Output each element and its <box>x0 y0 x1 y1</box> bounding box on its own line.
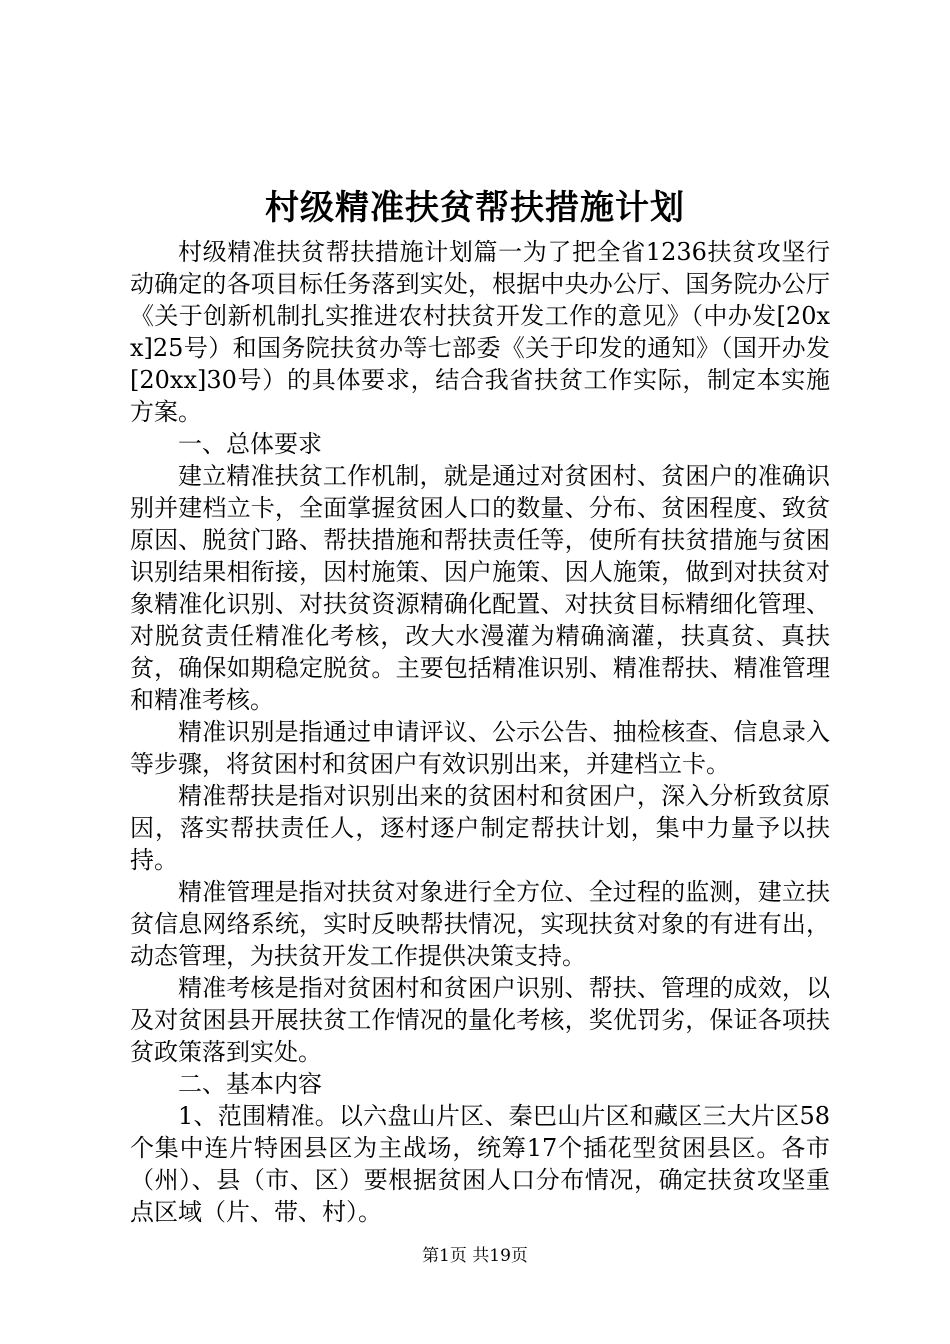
paragraph-precise-identification: 精准识别是指通过申请评议、公示公告、抽检核查、信息录入等步骤，将贫困村和贫困户有效识别出来，并建档立卡。 <box>130 718 830 778</box>
page-footer: 第1页 共19页 <box>422 1246 528 1266</box>
paragraph-precise-assessment: 精准考核是指对贫困村和贫困户识别、帮扶、管理的成效，以及对贫困县开展扶贫工作情况的量化考核，奖优罚劣，保证各项扶贫政策落到实处。 <box>130 974 830 1066</box>
paragraph-intro: 村级精准扶贫帮扶措施计划篇一为了把全省1236扶贫攻坚行动确定的各项目标任务落到实处，根据中央办公厅、国务院办公厅《关于创新机制扎实推进农村扶贫开发工作的意见》（中办发[20xx]25号）和国务院扶贫办等七部委《关于印发的通知》（国开办发[20xx]30号）的具体要求，结合我省扶贫工作实际，制定本实施方案。 <box>130 238 830 426</box>
paragraph-precise-management: 精准管理是指对扶贫对象进行全方位、全过程的监测，建立扶贫信息网络系统，实时反映帮扶情况，实现扶贫对象的有进有出，动态管理，为扶贫开发工作提供决策支持。 <box>130 878 830 970</box>
document-body <box>130 236 830 1228</box>
paragraph-scope: 1、范围精准。以六盘山片区、秦巴山片区和藏区三大片区58个集中连片特困县区为主战场，统筹17个插花型贫困县区。各市（州）、县（市、区）要根据贫困人口分布情况，确定扶贫攻坚重点区域（片、带、村）。 <box>130 1102 830 1226</box>
document-title: 村级精准扶贫帮扶措施计划 <box>265 188 685 228</box>
paragraph-precise-assistance: 精准帮扶是指对识别出来的贫困村和贫困户，深入分析致贫原因，落实帮扶责任人，逐村逐户制定帮扶计划，集中力量予以扶持。 <box>130 782 830 874</box>
section-heading-basic-content: 二、基本内容 <box>178 1070 322 1098</box>
paragraph-mechanism: 建立精准扶贫工作机制，就是通过对贫困村、贫困户的准确识别并建档立卡，全面掌握贫困人口的数量、分布、贫困程度、致贫原因、脱贫门路、帮扶措施和帮扶责任等，使所有扶贫措施与贫困识别结果相衔接，因村施策、因户施策、因人施策，做到对扶贫对象精准化识别、对扶贫资源精确化配置、对扶贫目标精细化管理、对脱贫责任精准化考核，改大水漫灌为精确滴灌，扶真贫、真扶贫，确保如期稳定脱贫。主要包括精准识别、精准帮扶、精准管理和精准考核。 <box>130 462 830 714</box>
section-heading-general-requirements: 一、总体要求 <box>178 430 322 458</box>
